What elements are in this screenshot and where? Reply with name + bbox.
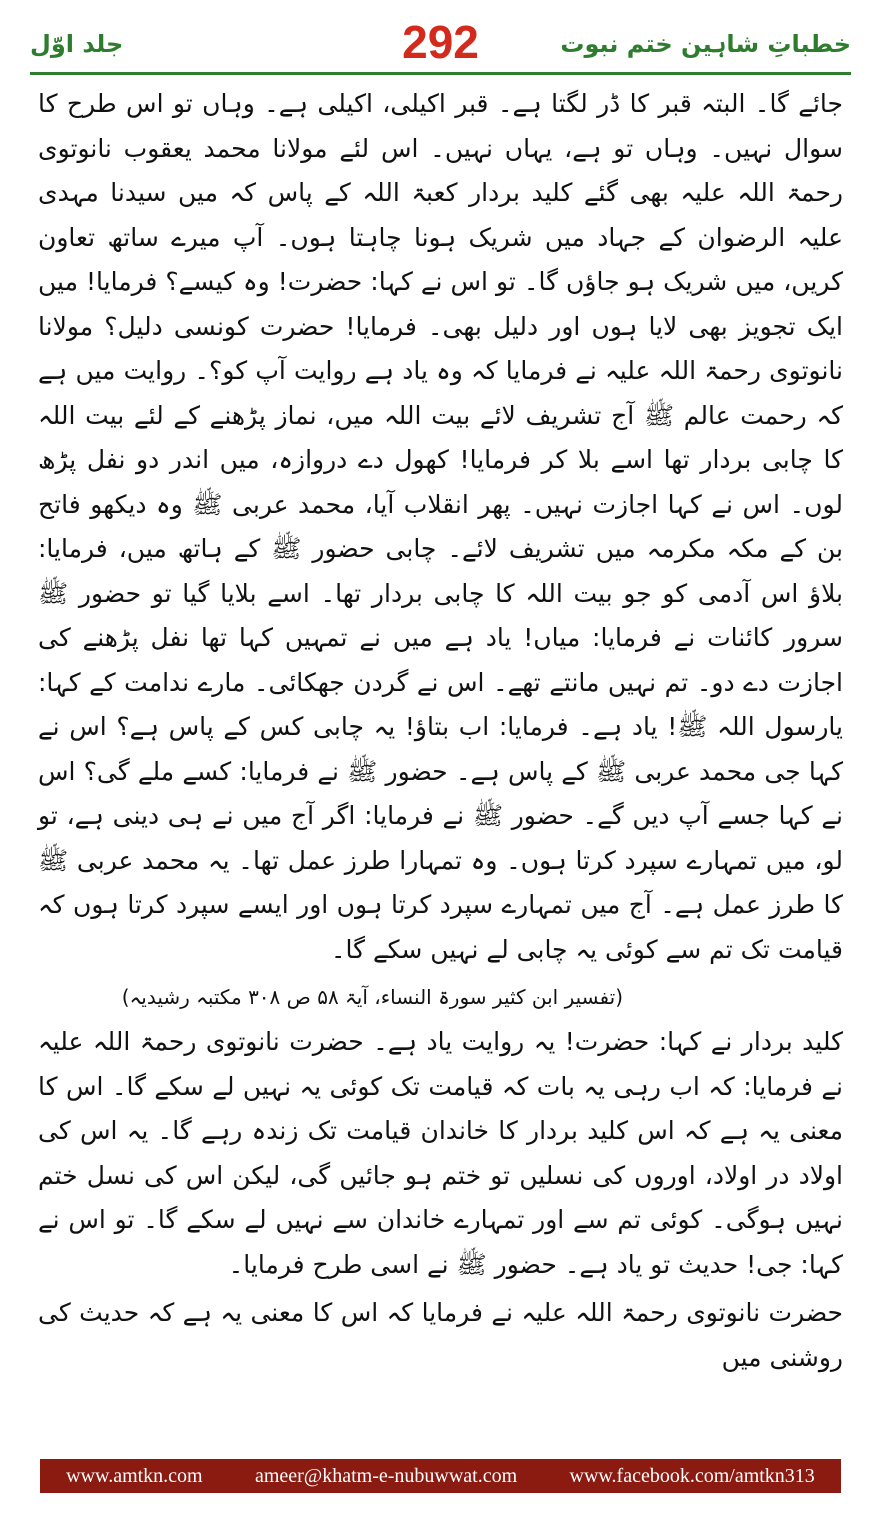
volume-label: جلد اوّل xyxy=(30,30,124,58)
page-header xyxy=(30,14,851,72)
book-title: خطباتِ شاہین ختم نبوت xyxy=(560,30,851,58)
page-footer xyxy=(40,1459,841,1493)
website-link[interactable]: www.amtkn.com xyxy=(66,1465,203,1487)
email-link[interactable]: ameer@khatm-e-nubuwwat.com xyxy=(254,1465,518,1487)
page-body xyxy=(38,82,843,1380)
paragraph-continuation: حضرت نانوتوی رحمۃ اللہ علیہ نے فرمایا کہ اس کا معنی یہ ہے کہ حدیث کی روشنی میں xyxy=(38,1298,843,1372)
paragraph-key-bearer: کلید بردار نے کہا: حضرت! یہ روایت یاد ہے۔ حضرت نانوتوی رحمۃ اللہ علیہ نے فرمایا: کہ اب رہی یہ بات کہ قیامت تک کوئی یہ نہیں لے سکے گا۔ اس کا معنی یہ ہے کہ اس کلید بردار کا خاندان قیامت تک زندہ رہے گا۔ یہ اس کی اولاد در اولاد، اوروں کی نسلیں تو ختم ہو جائیں گی، لیکن اس کی نسل ختم نہیں ہوگی۔ کوئی تم سے اور تمہارے خاندان سے نہیں لے سکے گا۔ تو اس نے کہا: جی! حدیث تو یاد ہے۔ حضور ﷺ نے اسی طرح فرمایا۔ xyxy=(38,1027,843,1279)
citation-reference: (تفسیر ابن کثیر سورۃ النساء، آیۃ ۵۸ ص ۳۰۸ مکتبہ رشیدیہ) xyxy=(121,985,623,1009)
paragraph-main: جائے گا۔ البتہ قبر کا ڈر لگتا ہے۔ قبر اکیلی، اکیلی ہے۔ وہاں تو اس طرح کا سوال نہیں۔ وہاں تو ہے، یہاں نہیں۔ اس لئے مولانا محمد یعقوب نانوتوی رحمۃ اللہ علیہ بھی گئے کلید بردار کعبۃ اللہ کے پاس کہ میں سیدنا مہدی علیہ الرضوان کے جہاد میں شریک ہونا چاہتا ہوں۔ آپ میرے ساتھ تعاون کریں، میں شریک ہو جاؤں گا۔ تو اس نے کہا: حضرت! وہ کیسے؟ فرمایا! میں ایک تجویز بھی لایا ہوں اور دلیل بھی۔ فرمایا! حضرت کونسی دلیل؟ مولانا نانوتوی رحمۃ اللہ علیہ نے فرمایا کہ وہ یاد ہے روایت آپ کو؟۔ روایت میں ہے کہ رحمت عالم ﷺ آج تشریف لائے بیت اللہ میں، نماز پڑھنے کے لئے بیت اللہ کا چابی بردار تھا اسے بلا کر فرمایا! کھول دے دروازہ، میں اندر دو نفل پڑھ لوں۔ اس نے کہا اجازت نہیں۔ پھر انقلاب آیا، محمد عربی ﷺ وہ دیکھو فاتح بن کے مکہ مکرمہ میں تشریف لائے۔ چابی حضور ﷺ کے ہاتھ میں، فرمایا: بلاؤ اس آدمی کو جو بیت اللہ کا چابی بردار تھا۔ اسے بلایا گیا تو حضور ﷺ سرور کائنات نے فرمایا: میاں! یاد ہے میں نے تمہیں کہا تھا نفل پڑھنے کی اجازت دے دو۔ تم نہیں مانتے تھے۔ اس نے گردن جھکائی۔ مارے ندامت کے کہا: یارسول اللہ ﷺ! یاد ہے۔ فرمایا: اب بتاؤ! یہ چابی کس کے پاس ہے؟ اس نے کہا جی محمد عربی ﷺ کے پاس ہے۔ حضور ﷺ نے فرمایا: کسے ملے گی؟ اس نے کہا جسے آپ دیں گے۔ حضور ﷺ نے فرمایا: اگر آج میں نے ہی دینی ہے، تو لو، میں تمہارے سپرد کرتا ہوں۔ وہ تمہارا طرز عمل تھا۔ یہ محمد عربی ﷺ کا طرز عمل ہے۔ آج میں تمہارے سپرد کرتا ہوں اور ایسے سپرد کرتا ہوں کہ قیامت تک تم سے کوئی یہ چابی لے نہیں سکے گا۔ xyxy=(38,89,843,964)
page-number: 292 xyxy=(402,16,479,68)
facebook-link[interactable]: www.facebook.com/amtkn313 xyxy=(569,1465,815,1487)
header-divider xyxy=(30,72,851,75)
